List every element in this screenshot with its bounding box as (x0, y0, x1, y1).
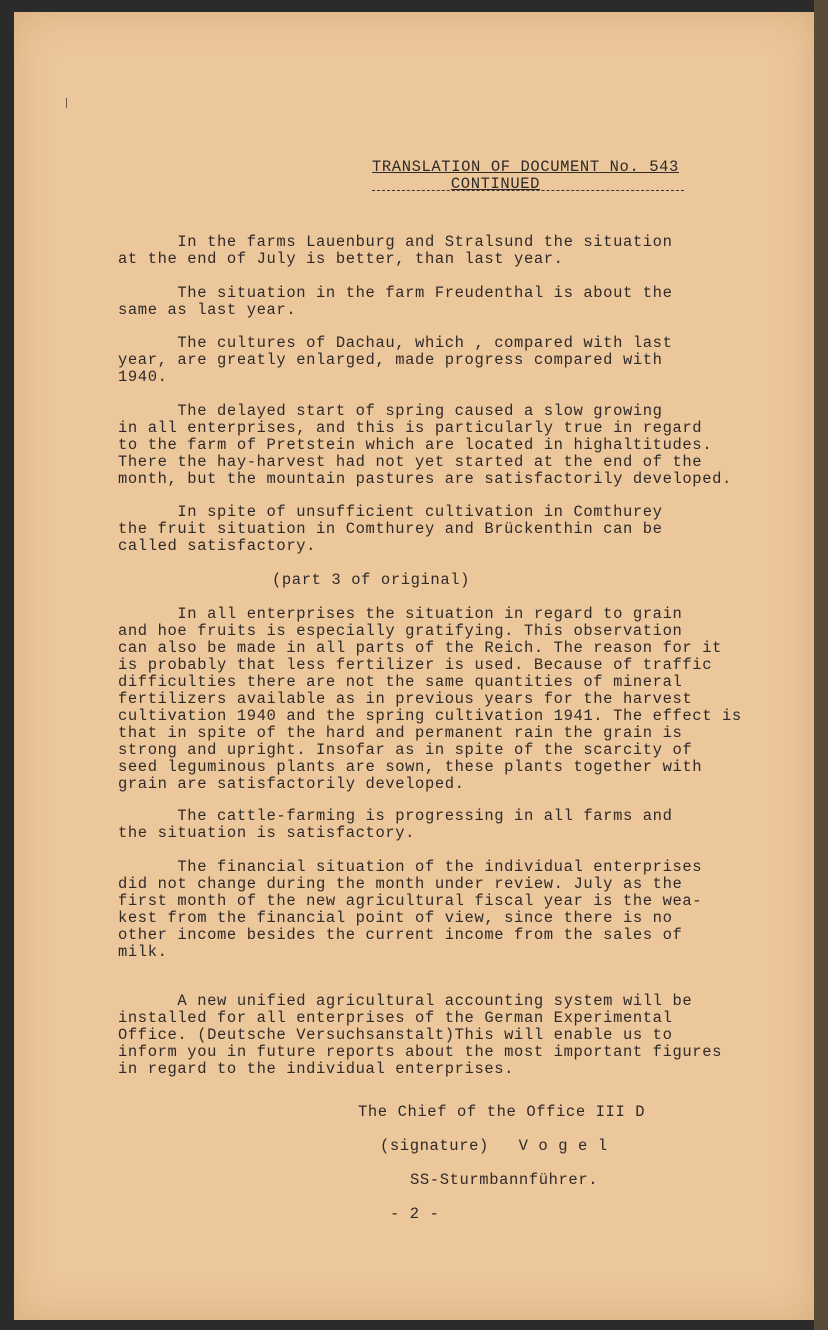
paragraph-line: inform you in future reports about the most important figures (118, 1043, 722, 1061)
paper-mark (66, 98, 67, 108)
paragraph-line: strong and upright. Insofar as in spite of the scarcity of (118, 741, 693, 759)
document-title: TRANSLATION OF DOCUMENT No. 543 (372, 158, 679, 176)
paragraph-line: The financial situation of the individual enterprises (118, 858, 703, 876)
paragraph-line: the situation is satisfactory. (118, 824, 416, 842)
paragraph-line: seed leguminous plants are sown, these plants together with (118, 758, 703, 776)
paragraph-2 (118, 285, 758, 319)
paragraph-1 (118, 234, 758, 268)
paragraph-line: first month of the new agricultural fiscal year is the wea- (118, 892, 703, 910)
paragraph-line: other income besides the current income from the sales of (118, 926, 683, 944)
paragraph-6 (118, 606, 758, 793)
paragraph-line: is probably that less fertilizer is used. Because of traffic (118, 656, 713, 674)
paragraph-line: same as last year. (118, 301, 297, 319)
paragraph-line: difficulties there are not the same quantities of mineral (118, 673, 683, 691)
paragraph-line: In all enterprises the situation in regard to grain (118, 605, 683, 623)
paragraph-line: cultivation 1940 and the spring cultivation 1941. The effect is (118, 707, 742, 725)
paragraph-5 (118, 504, 758, 555)
paragraph-line: In the farms Lauenburg and Stralsund the situation (118, 233, 673, 251)
paragraph-line: A new unified agricultural accounting system will be (118, 992, 693, 1010)
paragraph-line: that in spite of the hard and permanent rain the grain is (118, 724, 683, 742)
paragraph-line: grain are satisfactorily developed. (118, 775, 465, 793)
paragraph-line: the fruit situation in Comthurey and Brückenthin can be (118, 520, 663, 538)
signature-line: (signature) V o g e l (380, 1137, 608, 1155)
document-subtitle: CONTINUED (450, 175, 541, 193)
paragraph-line: called satisfactory. (118, 537, 317, 555)
paragraph-line: can also be made in all parts of the Reich. The reason for it (118, 639, 722, 657)
paragraph-line: The cultures of Dachau, which , compared with last (118, 334, 673, 352)
paragraph-8 (118, 859, 758, 961)
paragraph-line: 1940. (118, 368, 168, 386)
paragraph-4 (118, 403, 758, 488)
paragraph-line: In spite of unsufficient cultivation in Comthurey (118, 503, 663, 521)
page-number: - 2 - (390, 1205, 440, 1223)
part-note: (part 3 of original) (272, 571, 471, 589)
heading-rule (372, 190, 684, 191)
document-heading (372, 159, 679, 193)
paragraph-9 (118, 993, 758, 1078)
paragraph-3 (118, 335, 758, 386)
paragraph-line: installed for all enterprises of the German Experimental (118, 1009, 673, 1027)
paragraph-7 (118, 808, 758, 842)
paragraph-line: and hoe fruits is especially gratifying. This observation (118, 622, 683, 640)
paragraph-line: in all enterprises, and this is particularly true in regard (118, 419, 703, 437)
page-edge (814, 0, 828, 1330)
paragraph-line: to the farm of Pretstein which are located in highaltitudes. (118, 436, 713, 454)
paragraph-line: Office. (Deutsche Versuchsanstalt)This will enable us to (118, 1026, 673, 1044)
signature-rank: SS-Sturmbannführer. (410, 1171, 599, 1189)
paragraph-line: There the hay-harvest had not yet started at the end of the (118, 453, 703, 471)
paragraph-line: in regard to the individual enterprises. (118, 1060, 515, 1078)
paragraph-line: at the end of July is better, than last year. (118, 250, 564, 268)
paragraph-line: kest from the financial point of view, since there is no (118, 909, 673, 927)
signature-title: The Chief of the Office III D (358, 1103, 646, 1121)
paragraph-line: month, but the mountain pastures are satisfactorily developed. (118, 470, 732, 488)
paragraph-line: The cattle-farming is progressing in all farms and (118, 807, 673, 825)
paragraph-line: year, are greatly enlarged, made progress compared with (118, 351, 663, 369)
paragraph-line: did not change during the month under review. July as the (118, 875, 683, 893)
paragraph-line: The delayed start of spring caused a slow growing (118, 402, 663, 420)
paragraph-line: fertilizers available as in previous years for the harvest (118, 690, 693, 708)
paragraph-line: milk. (118, 943, 168, 961)
paragraph-line: The situation in the farm Freudenthal is about the (118, 284, 673, 302)
